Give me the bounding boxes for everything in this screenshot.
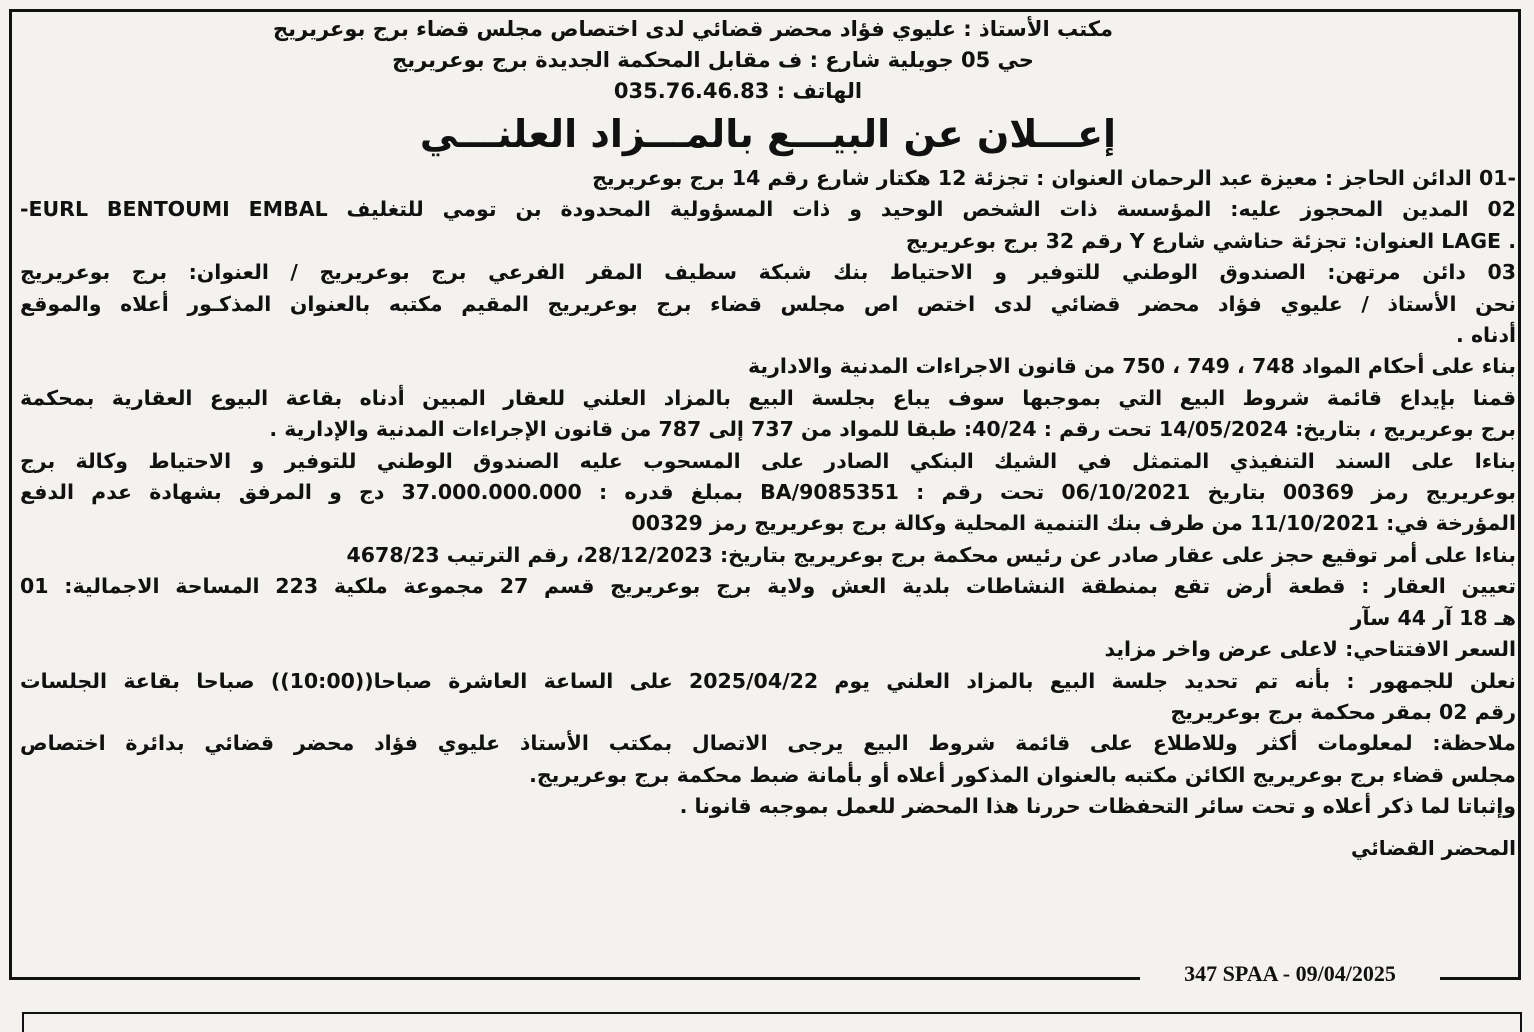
notice-title: إعـــلان عن البيـــع بالمـــزاد العلنـــي (419, 112, 1117, 156)
body-line: تعيين العقار : قطعة أرض تقع بمنطقة النشاطات بلدية العش ولاية برج بوعريريج قسم 27 مجموعة ملكية 223 المساحة الاجمالية: 01 (20, 574, 1516, 599)
office-header: مكتب الأستاذ : عليوي فؤاد محضر قضائي لدى اختصاص مجلس قضاء برج بوعريريج (273, 17, 1113, 41)
body-line: بناءا على أمر توقيع حجز على عقار صادر عن رئيس محكمة برج بوعريريج بتاريخ: 28/12/2023، رقم الترتيب 4678/23 (346, 542, 1516, 567)
body-line: قمنا بإيداع قائمة شروط البيع التي بموجبها سوف يباع بجلسة البيع بالمزاد العلني للعقار المبين أدناه بقاعة البيوع العقارية بمحكمة (20, 385, 1516, 410)
next-notice-border (22, 1012, 1522, 1032)
body-line: برج بوعريريج ، بتاريخ: 14/05/2024 تحت رقم : 40/24: طبقا للمواد من 737 إلى 787 من قانون الإجراءات المدنية والإدارية . (269, 417, 1516, 442)
office-phone: الهاتف : 035.76.46.83 (613, 79, 863, 103)
body-line: نعلن للجمهور : بأنه تم تحديد جلسة البيع بالمزاد العلني يوم 2025/04/22 على الساعة العاشرة صباحا((10:00)) صباحا بقاعة الجلسات (20, 668, 1516, 693)
body-line: ملاحظة: لمعلومات أكثر وللاطلاع على قائمة شروط البيع يرجى الاتصال بمكتب الأستاذ عليوي فؤاد محضر قضائي بدائرة اختصاص (20, 731, 1516, 756)
body-line: بوعريريج رمز 00369 بتاريخ 06/10/2021 تحت رقم : BA/9085351 بمبلغ قدره : 37.000.000.000 دج و المرفق بشهادة عدم الدفع (20, 480, 1516, 505)
notice-content (20, 14, 1516, 864)
body-line: أدناه . (1456, 323, 1516, 348)
body-line: 02 المدين المحجوز عليه: المؤسسة ذات الشخص الوحيد و ذات المسؤولية المحدودة بن تومي للتغليف EURL BENTOUMI EMBAL- (20, 197, 1516, 222)
body-line: نحن الأستاذ / عليوي فؤاد محضر قضائي لدى اختص اص مجلس قضاء برج بوعريريج المقيم مكتبه بالعنوان المذكـور أعلاه والموقع (20, 291, 1516, 316)
body-line: . LAGE العنوان: تجزئة حناشي شارع Y رقم 32 برج بوعريريج (905, 228, 1516, 253)
body-line: -01 الدائن الحاجز : معيزة عبد الرحمان العنوان : تجزئة 12 هكتار شارع رقم 14 برج بوعريريج (592, 166, 1516, 190)
body-line: بناء على أحكام المواد 748 ، 749 ، 750 من قانون الاجراءات المدنية والادارية (748, 354, 1516, 379)
body-line: السعر الافتتاحي: لاعلى عرض واخر مزايد (1104, 637, 1516, 662)
body-line: وإثباتا لما ذكر أعلاه و تحت سائر التحفظات حررنا هذا المحضر للعمل بموجبه قانونا . (679, 794, 1516, 819)
publication-reference: 347 SPAA - 09/04/2025 (1140, 960, 1440, 988)
body-line: 03 دائن مرتهن: الصندوق الوطني للتوفير و الاحتياط بنك شبكة سطيف المقر الفرعي برج بوعريريج / العنوان: برج بوعريريج (20, 260, 1516, 285)
office-address: حي 05 جويلية شارع : ف مقابل المحكمة الجديدة برج بوعريريج (392, 48, 1034, 72)
signature: المحضر القضائي (1350, 835, 1516, 860)
body-line: رقم 02 بمقر محكمة برج بوعريريج (1170, 699, 1516, 724)
body-line: هـ 18 آر 44 سآر (1350, 605, 1516, 630)
body-line: بناءا على السند التنفيذي المتمثل في الشيك البنكي الصادر على المسحوب عليه الصندوق الوطني للتوفير و الاحتياط وكالة برج (20, 448, 1516, 473)
body-line: المؤرخة في: 11/10/2021 من طرف بنك التنمية المحلية وكالة برج بوعريريج رمز 00329 (631, 511, 1516, 536)
body-line: مجلس قضاء برج بوعريريج الكائن مكتبه بالعنوان المذكور أعلاه أو بأمانة ضبط محكمة برج بوعريريج. (529, 762, 1516, 787)
notice-body (20, 163, 1516, 823)
